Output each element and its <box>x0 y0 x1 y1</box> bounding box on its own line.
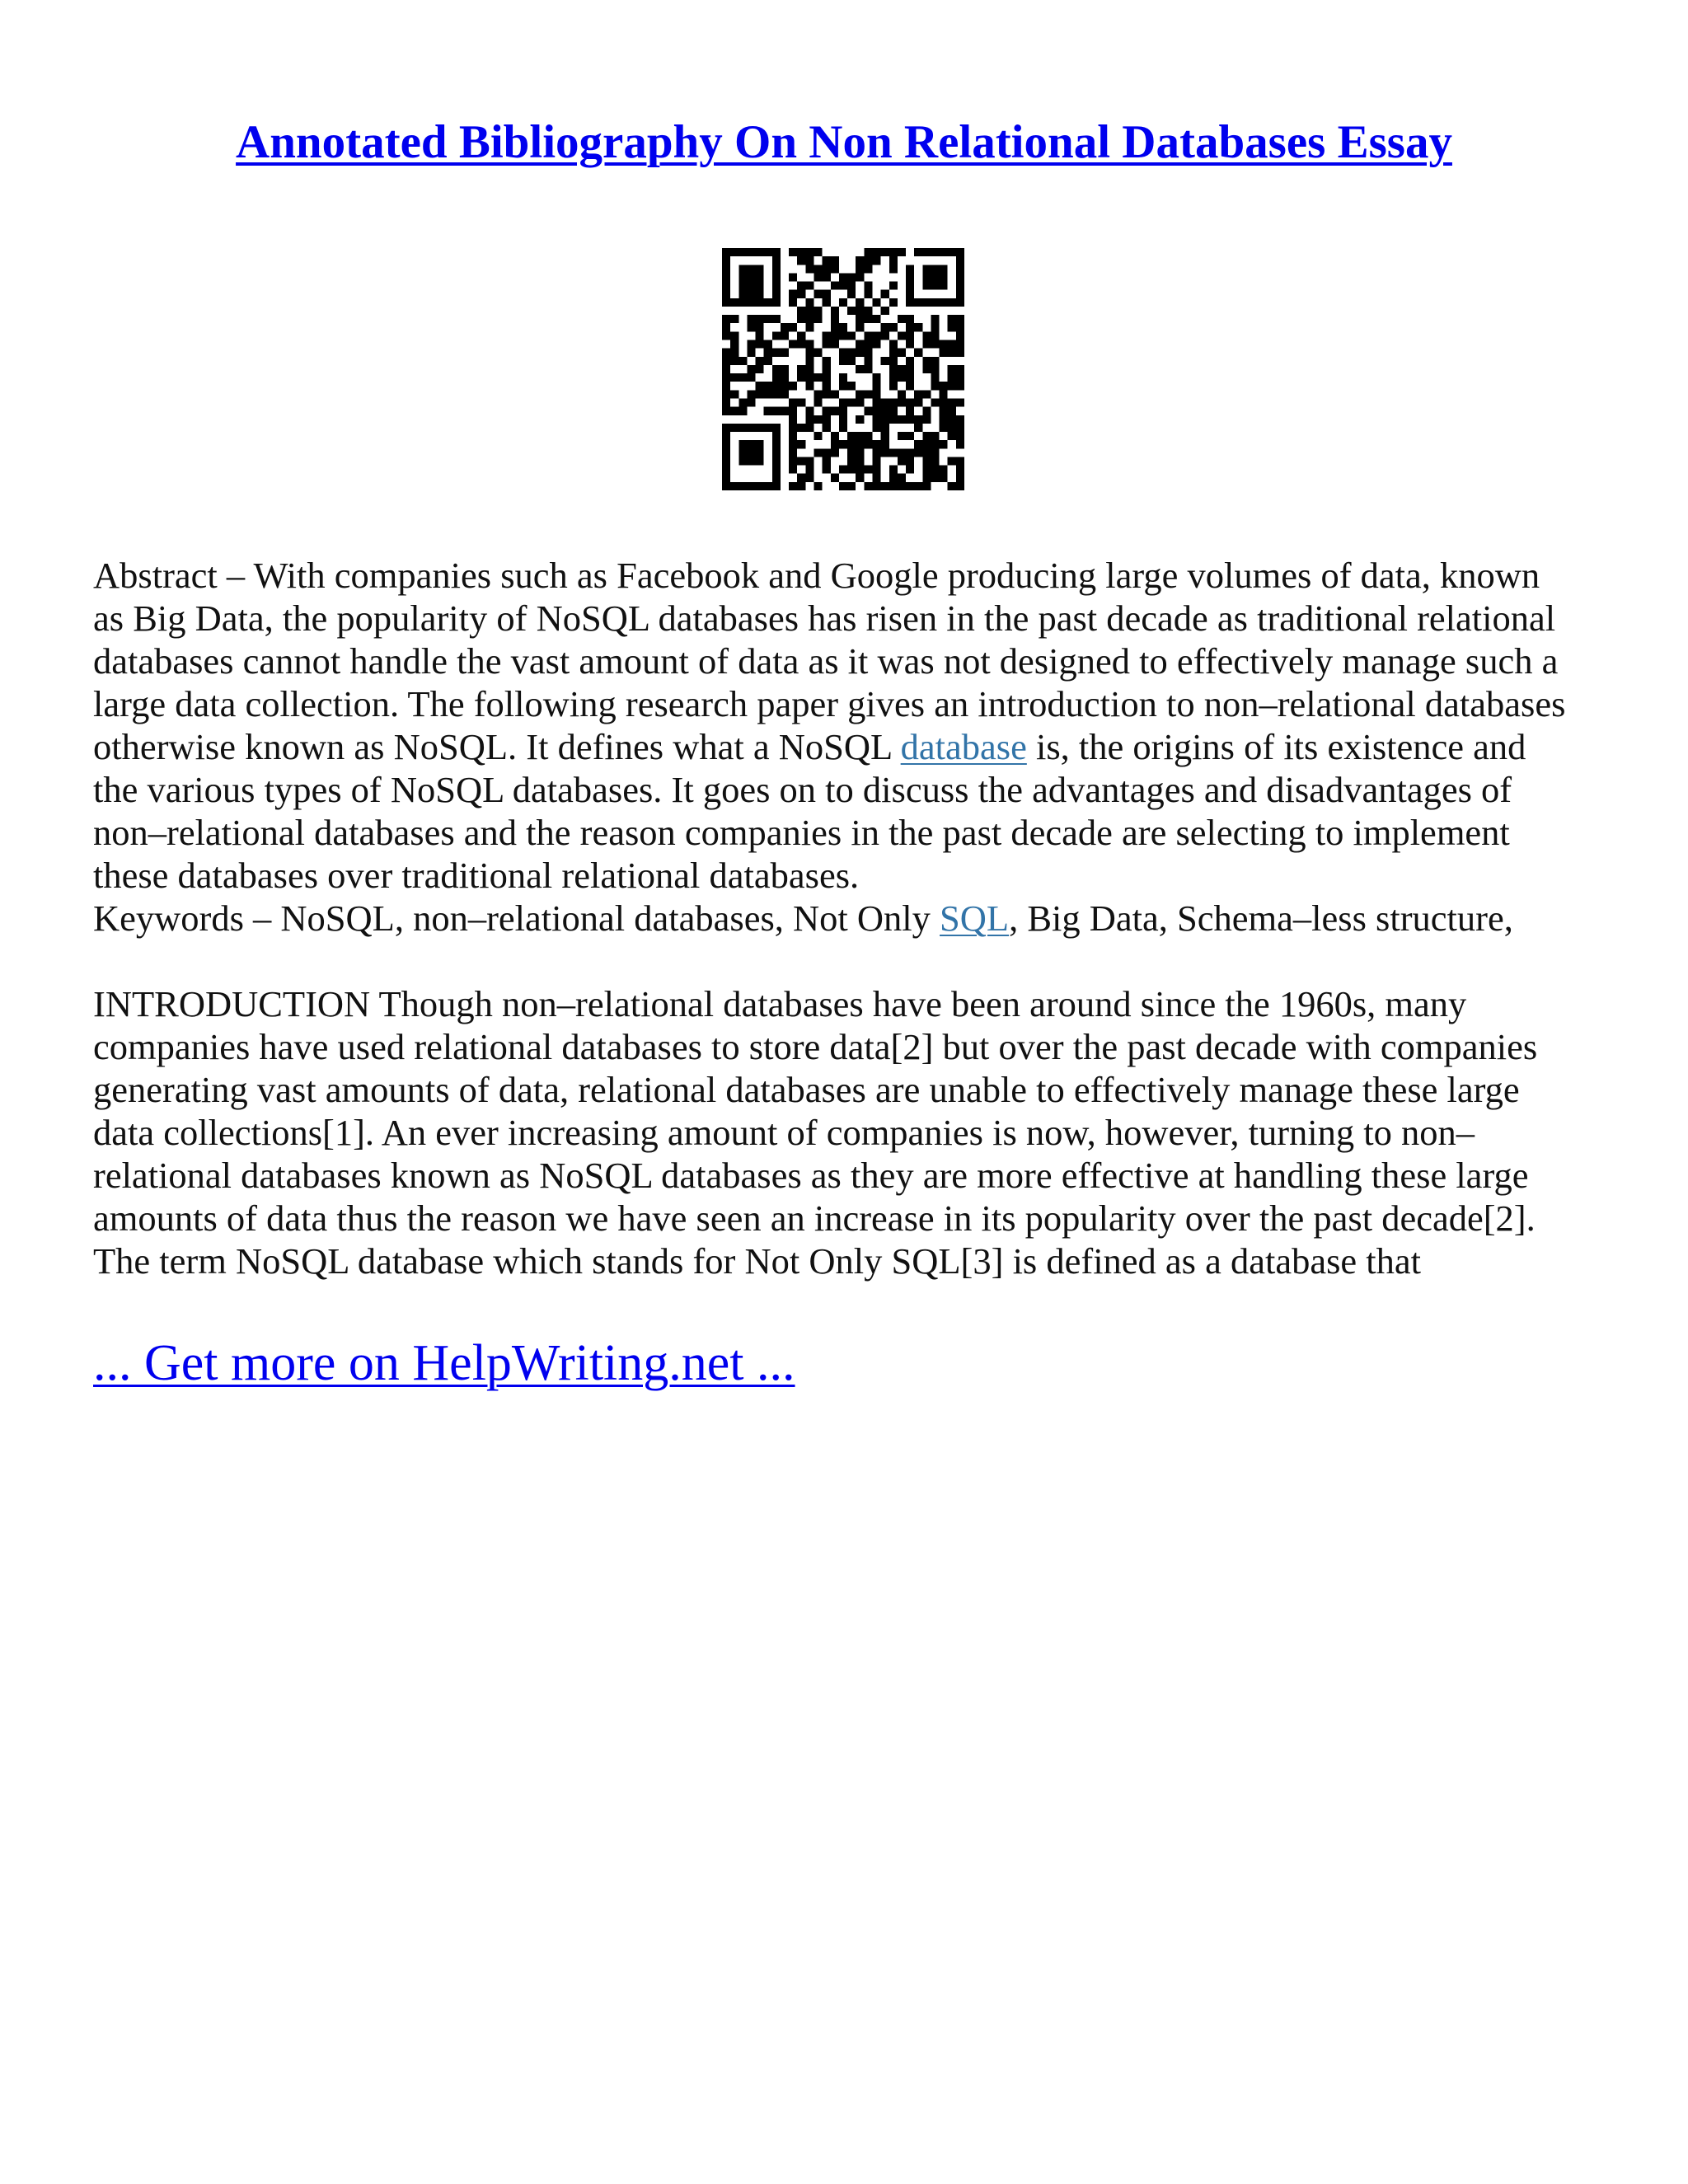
introduction-line: amounts of data thus the reason we have seen an increase in its popularity over the past decade[2]. <box>93 1197 1536 1239</box>
abstract-line-with-link <box>93 725 1618 768</box>
introduction-line: The term NoSQL database which stands for Not Only SQL[3] is defined as a database that <box>93 1240 1422 1282</box>
paragraph-gap <box>93 940 1618 982</box>
abstract-line: the various types of NoSQL databases. It goes on to discuss the advantages and disadvantages of <box>93 769 1512 810</box>
keywords-text: Keywords – NoSQL, non–relational databases, Not Only <box>93 898 940 939</box>
introduction-line: INTRODUCTION Though non–relational databases have been around since the 1960s, many <box>93 983 1467 1024</box>
abstract-text: is, the origins of its existence and <box>1026 726 1526 767</box>
introduction-line: companies have used relational databases to store data[2] but over the past decade with companies <box>93 1026 1538 1067</box>
qr-code-icon <box>722 248 964 490</box>
get-more-link[interactable]: ... Get more on HelpWriting.net ... <box>93 1335 795 1391</box>
abstract-text: otherwise known as NoSQL. It defines what a NoSQL <box>93 726 901 767</box>
introduction-line: relational databases known as NoSQL databases as they are more effective at handling these large <box>93 1155 1529 1196</box>
keywords-line <box>93 897 1618 940</box>
title-link[interactable]: Annotated Bibliography On Non Relational Databases Essay <box>236 116 1452 168</box>
essay-body <box>93 554 1618 1282</box>
keywords-text: , Big Data, Schema–less structure, <box>1009 898 1513 939</box>
abstract-line: databases cannot handle the vast amount of data as it was not designed to effectively manage such a <box>93 640 1559 682</box>
introduction-line: data collections[1]. An ever increasing amount of companies is now, however, turning to non– <box>93 1112 1475 1153</box>
abstract-line: non–relational databases and the reason companies in the past decade are selecting to implement <box>93 812 1510 853</box>
abstract-line: as Big Data, the popularity of NoSQL databases has risen in the past decade as traditional relational <box>93 598 1556 639</box>
abstract-line: Abstract – With companies such as Facebook and Google producing large volumes of data, known <box>93 555 1540 596</box>
database-link[interactable]: database <box>900 726 1027 767</box>
sql-link[interactable]: SQL <box>940 898 1010 939</box>
page-title <box>0 114 1688 171</box>
abstract-line: large data collection. The following research paper gives an introduction to non–relational databases <box>93 683 1566 724</box>
qr-code-graphic <box>722 248 964 490</box>
more-link-container <box>93 1333 795 1393</box>
introduction-line: generating vast amounts of data, relational databases are unable to effectively manage these large <box>93 1069 1520 1110</box>
introduction-paragraph <box>93 982 1618 1282</box>
abstract-line: these databases over traditional relational databases. <box>93 855 860 896</box>
abstract-paragraph <box>93 554 1618 940</box>
